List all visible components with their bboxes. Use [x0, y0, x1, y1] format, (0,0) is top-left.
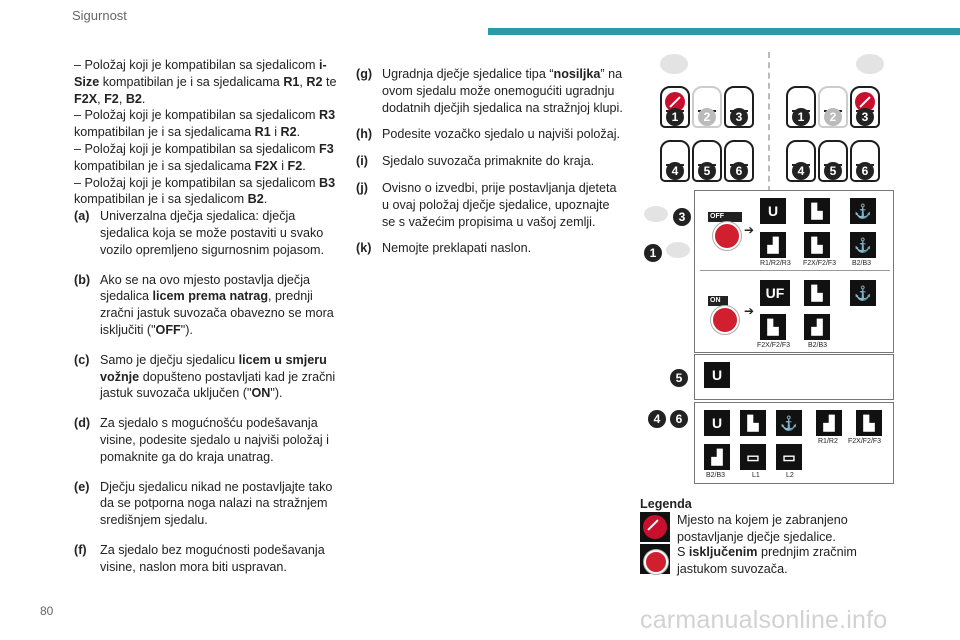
label-b2b3: B2/B3: [852, 260, 872, 267]
isize-seat-icon: ▙: [804, 198, 830, 224]
seat-number: 1: [666, 108, 684, 126]
note-c: (c) Samo je dječju sjedalicu licem u smjeru vožnje dopušteno postavljati kad je zračni jastuk suvozača uključen ("ON").: [74, 352, 336, 401]
note-h: (h) Podesite vozačko sjedalo u najviši položaj.: [356, 127, 621, 142]
seat-number: 4: [648, 410, 666, 428]
watermark: carmanualsonline.info: [640, 606, 888, 634]
tile-universal: U: [704, 410, 730, 436]
legend-title: Legenda: [640, 497, 692, 511]
airbag-off-label: OFF: [708, 212, 742, 222]
booster-seat-icon: ⚓: [850, 232, 876, 258]
compat-note-r3: – Položaj koji je kompatibilan sa sjedalicom R3 kompatibilan je i sa sjedalicama R1 i R2.: [74, 108, 336, 140]
seat-number: 1: [644, 244, 662, 262]
steering-wheel-icon: [660, 54, 688, 74]
seat-number: 2: [824, 108, 842, 126]
seat-number: 5: [824, 162, 842, 180]
seat-number: 6: [730, 162, 748, 180]
note-k: (k) Nemojte preklapati naslon.: [356, 241, 532, 256]
seat-number: 3: [730, 108, 748, 126]
isize-seat-icon: ▙: [804, 280, 830, 306]
forward-facing-seat-icon: ▙: [804, 232, 830, 258]
steering-wheel-icon: [666, 242, 690, 258]
legend-item-airbag-off: S isključenim prednjim zračnim jastukom suvozača.: [677, 545, 857, 576]
note-j: (j) Ovisno o izvedbi, prije postavljanja djeteta u ovaj položaj dječje sjedalice, upoznajte se s važećim propisima u vašoj zemlji.: [356, 180, 617, 229]
label-r1r2: R1/R2: [818, 438, 838, 445]
seat-number: 4: [666, 162, 684, 180]
seat-number: 5: [670, 369, 688, 387]
seat-number: 4: [792, 162, 810, 180]
page-number: 80: [40, 604, 54, 618]
header-accent-bar: [488, 28, 960, 35]
rear-facing-seat-icon: ▟: [760, 232, 786, 258]
airbag-on-label: ON: [708, 296, 728, 306]
label-f2xf2f3: F2X/F2/F3: [803, 260, 837, 267]
column-left: [74, 57, 342, 576]
booster-seat-icon: ▟: [704, 444, 730, 470]
legend: [640, 496, 900, 513]
seat-number: 6: [670, 410, 688, 428]
compat-note-isize: – Položaj koji je kompatibilan sa sjedalicom i-Size kompatibilan je i sa sjedalicama R1, R2 te F2X, F2, B2.: [74, 58, 337, 106]
steering-wheel-icon: [856, 54, 884, 74]
note-i: (i) Sjedalo suvozača primaknite do kraja.: [356, 154, 595, 169]
booster-seat-icon: ▟: [804, 314, 830, 340]
tile-universal: U: [760, 198, 786, 224]
arrow-icon: ➔: [744, 223, 755, 237]
tile-universal: U: [704, 362, 730, 388]
section-header: Sigurnost: [72, 8, 127, 23]
label-f2xf2f3: F2X/F2/F3: [848, 438, 882, 445]
isofix-seat-icon: ⚓: [850, 280, 876, 306]
seat-number: 3: [673, 208, 691, 226]
note-b: (b) Ako se na ovo mjesto postavlja dječja sjedalica licem prema natrag, prednji zračni jastuk suvozača obavezno se mora isključiti ("OFF").: [74, 272, 334, 337]
note-e: (e) Dječju sjedalicu nikad ne postavljajte tako da se potporna noga nalazi na stražnjem središnjem sjedalu.: [74, 479, 333, 528]
prohibited-symbol: [643, 515, 667, 539]
label-l1: L1: [752, 472, 760, 479]
note-d: (d) Za sjedalo s mogućnošću podešavanja visine, podesite sjedalo u najviši položaj i pomaknite ga do kraja unatrag.: [74, 416, 329, 464]
label-f2xf2f3: F2X/F2/F3: [757, 342, 791, 349]
forward-facing-seat-icon: ▙: [856, 410, 882, 436]
label-r1r2r3: R1/R2/R3: [760, 260, 791, 267]
tile-universal-forward: UF: [760, 280, 790, 306]
seat-number: 3: [856, 108, 874, 126]
note-a: (a) Univerzalna dječja sjedalica: dječja sjedalica koja se može postaviti u svako vozilo opremljeno sigurnosnim pojasom.: [74, 209, 324, 257]
panel-separator: [700, 270, 890, 271]
carrycot-l1-icon: ▭: [740, 444, 766, 470]
airbag-icon: [711, 306, 739, 334]
compat-note-b3: – Položaj koji je kompatibilan sa sjedalicom B3 kompatibilan je i sa sjedalicom B2.: [74, 175, 336, 207]
carrycot-l2-icon: ▭: [776, 444, 802, 470]
label-b2b3: B2/B3: [706, 472, 726, 479]
arrow-icon: ➔: [744, 304, 755, 318]
airbag-symbol: [644, 550, 668, 574]
isize-seat-icon: ▙: [740, 410, 766, 436]
steering-wheel-icon: [644, 206, 668, 222]
note-f: (f) Za sjedalo bez mogućnosti podešavanja visine, naslon mora biti uspravan.: [74, 542, 325, 574]
legend-item-prohibited: Mjesto na kojem je zabranjeno postavljanje dječje sjedalice.: [677, 513, 848, 544]
compat-note-f3: – Položaj koji je kompatibilan sa sjedalicom F3 kompatibilan je i sa sjedalicama F2X i F2.: [74, 141, 334, 173]
prohibited-icon: [640, 512, 670, 542]
label-l2: L2: [786, 472, 794, 479]
column-middle: [356, 66, 624, 257]
airbag-off-icon: [640, 544, 670, 574]
label-b2b3: B2/B3: [808, 342, 828, 349]
forward-facing-seat-icon: ▙: [760, 314, 786, 340]
rear-facing-seat-icon: ▟: [816, 410, 842, 436]
divider-line: [768, 52, 770, 192]
seat-number: 6: [856, 162, 874, 180]
seat-number: 5: [698, 162, 716, 180]
airbag-icon: [713, 222, 741, 250]
isofix-seat-icon: ⚓: [850, 198, 876, 224]
seat-number: 1: [792, 108, 810, 126]
note-g: (g) Ugradnja dječje sjedalice tipa “nosiljka” na ovom sjedalu može onemogućiti ugradnju dodatnih dječjih sjedalica na stražnjoj klupi.: [356, 67, 623, 115]
isofix-seat-icon: ⚓: [776, 410, 802, 436]
seat-number: 2: [698, 108, 716, 126]
